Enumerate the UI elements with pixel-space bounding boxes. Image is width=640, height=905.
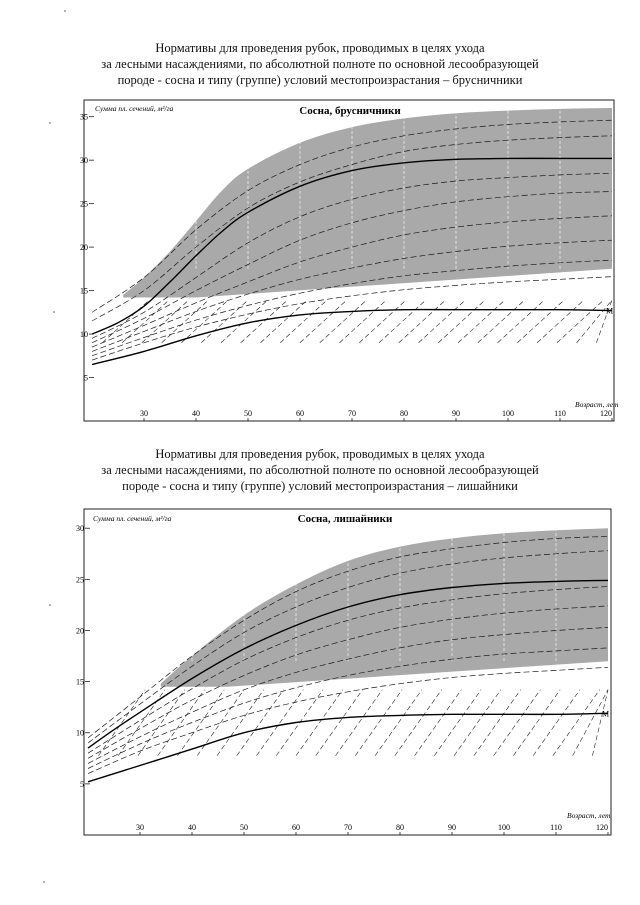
- y-axis-label: Сумма пл. сечений, м²/га: [93, 514, 172, 523]
- speck: [64, 10, 66, 12]
- y-tick-label: 20: [76, 626, 84, 636]
- x-tick-label: 50: [244, 409, 252, 418]
- heading-pine-lichen: [0, 446, 640, 494]
- x-tick-label: 120: [596, 823, 608, 832]
- x-tick-label: 60: [292, 823, 300, 832]
- x-tick-label: 110: [554, 409, 566, 418]
- y-tick-label: 30: [76, 524, 84, 534]
- x-tick-label: 90: [452, 409, 460, 418]
- x-tick-label: 50: [240, 823, 248, 832]
- chart-title: Сосна, лишайники: [297, 513, 393, 525]
- x-tick-label: 90: [448, 823, 456, 832]
- chart-pine-lichen: [0, 505, 640, 840]
- x-axis-label: Возраст, лет: [575, 400, 619, 409]
- x-tick-label: 80: [396, 823, 404, 832]
- y-tick-label: 10: [76, 728, 84, 738]
- heading-line: за лесными насаждениями, по абсолютной полноте по основной лесообразующей: [101, 463, 539, 477]
- x-tick-label: 70: [348, 409, 356, 418]
- x-tick-label: 60: [296, 409, 304, 418]
- chart-title: Сосна, брусничники: [299, 105, 401, 117]
- heading-pine-lingonberry: [0, 40, 640, 88]
- x-tick-label: 40: [188, 823, 196, 832]
- y-tick-label: 5: [80, 779, 84, 789]
- end-label: M: [602, 709, 610, 719]
- heading-line: породе - сосна и типу (группе) условий местопроизрастания – брусничники: [117, 73, 523, 87]
- y-tick-label: 25: [76, 575, 84, 585]
- y-tick-label: 15: [80, 286, 88, 296]
- x-tick-label: 100: [498, 823, 510, 832]
- y-tick-label: 10: [80, 330, 88, 340]
- x-tick-label: 30: [136, 823, 144, 832]
- x-tick-label: 40: [192, 409, 200, 418]
- y-tick-label: 35: [80, 112, 88, 122]
- x-tick-label: 70: [344, 823, 352, 832]
- x-tick-label: 80: [400, 409, 408, 418]
- heading-line: за лесными насаждениями, по абсолютной полноте по основной лесообразующей: [101, 57, 539, 71]
- y-tick-label: 30: [80, 156, 88, 166]
- speck: [43, 881, 45, 883]
- heading-line: породе - сосна и типу (группе) условий местопроизрастания – лишайники: [122, 479, 518, 493]
- x-tick-label: 30: [140, 409, 148, 418]
- x-tick-label: 100: [502, 409, 514, 418]
- x-tick-label: 110: [550, 823, 562, 832]
- heading-line: Нормативы для проведения рубок, проводимых в целях ухода: [155, 41, 485, 55]
- y-tick-label: 25: [80, 199, 88, 209]
- y-tick-label: 5: [84, 373, 88, 383]
- x-axis-label: Возраст, лет: [567, 811, 611, 820]
- y-axis-label: Сумма пл. сечений, м²/га: [95, 104, 174, 113]
- y-tick-label: 15: [76, 677, 84, 687]
- end-label: M: [606, 306, 614, 316]
- y-tick-label: 20: [80, 243, 88, 253]
- heading-line: Нормативы для проведения рубок, проводимых в целях ухода: [155, 447, 485, 461]
- x-tick-label: 120: [600, 409, 612, 418]
- chart-pine-lingonberry: [0, 96, 640, 426]
